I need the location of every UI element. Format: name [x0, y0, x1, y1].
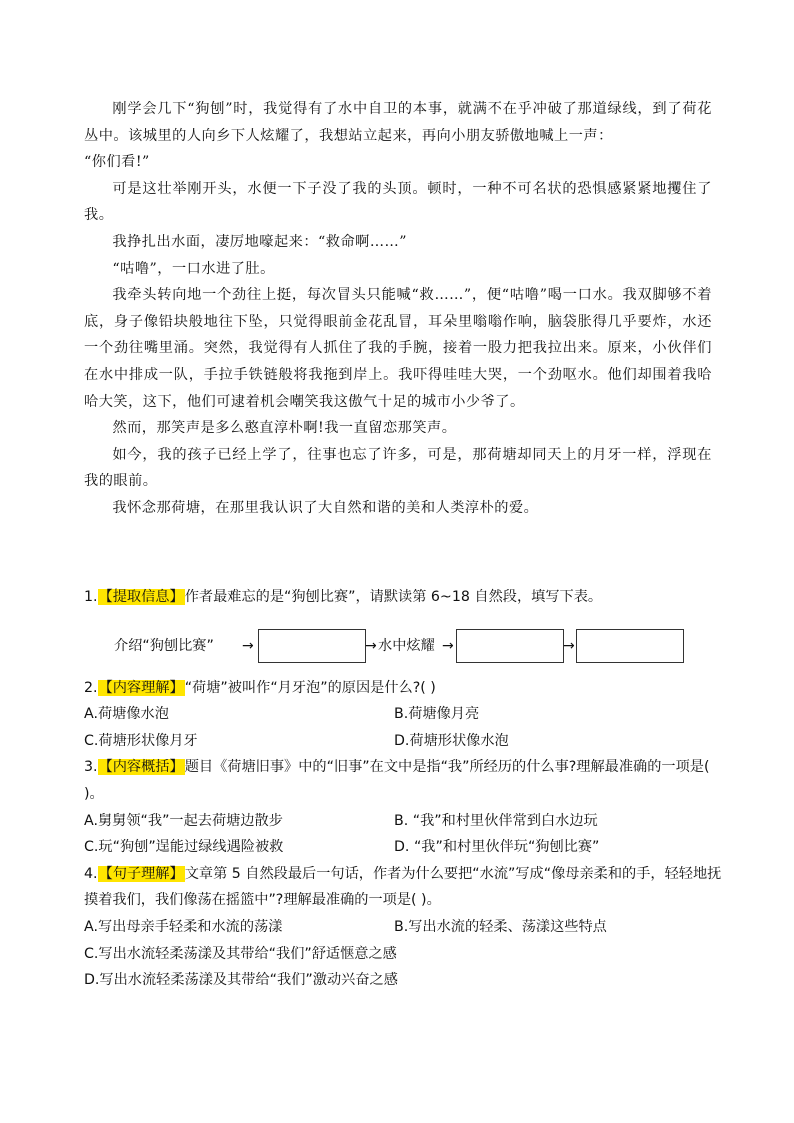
question-text: 作者最难忘的是“狗刨比赛”，请默读第 6~18 自然段，填写下表。 — [184, 589, 603, 605]
passage-paragraph: “咕噜”，一口水进了肚。 — [112, 260, 275, 277]
answer-box-3[interactable] — [576, 629, 684, 663]
option-d[interactable]: D.写出水流轻柔荡漾及其带给“我们”激动兴奋之感 — [84, 972, 398, 989]
options-q3 — [84, 808, 724, 861]
option-b[interactable]: B.写出水流的轻柔、荡漾这些特点 — [394, 918, 607, 935]
fill-in-flowchart — [84, 611, 724, 673]
flow-middle-label: 水中炫耀 — [378, 637, 435, 654]
passage-paragraph: 然而，那笑声是多么憨直淳朴啊!我一直留恋那笑声。 — [112, 420, 457, 437]
passage-paragraph: 我挣扎出水面，凄厉地嚎起来：“救命啊……” — [112, 233, 407, 250]
option-a[interactable]: A.荷塘像水泡 — [84, 706, 169, 723]
option-a[interactable]: A.舅舅领“我”一起去荷塘边散步 — [84, 812, 283, 829]
question-number: 1. — [84, 589, 98, 605]
question-tag: 【内容理解】 — [98, 679, 184, 696]
question-section — [84, 584, 724, 994]
question-number: 3. — [84, 759, 98, 776]
option-c[interactable]: C.写出水流轻柔荡漾及其带给“我们”舒适惬意之感 — [84, 945, 397, 962]
question-text: “荷塘”被叫作“月牙泡”的原因是什么?( ) — [184, 679, 436, 696]
question-2 — [84, 675, 724, 702]
flow-start-label: 介绍“狗刨比赛” — [114, 637, 214, 654]
options-q2 — [84, 701, 724, 754]
passage-paragraph: 我牵头转向地一个劲往上挺，每次冒头只能喊“救……”，便“咕噜”喝一口水。我双脚够不着底，身子像铅块般地往下坠，只觉得眼前金花乱冒，耳朵里嗡嗡作响，脑袋胀得几乎要炸，水还一个劲往嘴里涌。突然，我觉得有人抓住了我的手腕，接着一股力把我拉出来。原来，小伙伴们在水中排成一队，手拉手铁链般将我拖到岸上。我吓得哇哇大哭，一个劲呕水。他们却围着我哈哈大笑，这下，他们可逮着机会嘲笑我这傲气十足的城市小少爷了。 — [84, 287, 712, 410]
question-1 — [84, 584, 724, 611]
question-tag: 【句子理解】 — [98, 865, 184, 882]
passage-paragraph: 可是这壮举刚开头，水便一下子没了我的头顶。顿时，一种不可名状的恐惧感紧紧地攫住了我。 — [84, 180, 712, 224]
answer-box-1[interactable] — [258, 629, 366, 663]
question-tag: 【提取信息】 — [98, 589, 184, 605]
passage-paragraph: 刚学会几下“狗刨”时，我觉得有了水中自卫的本事，就满不在乎冲破了那道绿线，到了荷花丛中。该城里的人向乡下人炫耀了，我想站立起来，再向小朋友骄傲地喊上一声： — [84, 101, 712, 144]
arrow-icon: → — [365, 637, 377, 654]
option-c[interactable]: C.玩“狗刨”逞能过绿线遇险被救 — [84, 839, 284, 856]
option-d[interactable]: D. “我”和村里伙伴玩“狗刨比赛” — [394, 839, 600, 856]
question-4 — [84, 861, 724, 914]
question-text: 文章第 5 自然段最后一句话，作者为什么要把“水流”写成“像母亲柔和的手，轻轻地抚摸着我们，我们像荡在摇篮中”?理解最准确的一项是( )。 — [84, 865, 722, 909]
question-number: 4. — [84, 865, 98, 882]
option-b[interactable]: B. “我”和村里伙伴常到白水边玩 — [394, 812, 598, 829]
reading-passage — [84, 96, 712, 522]
option-c[interactable]: C.荷塘形状像月牙 — [84, 732, 198, 749]
options-q4 — [84, 914, 724, 994]
arrow-icon: → — [563, 637, 575, 654]
arrow-icon: → — [242, 637, 254, 654]
question-3 — [84, 754, 724, 807]
option-b[interactable]: B.荷塘像月亮 — [394, 706, 480, 723]
passage-paragraph: 我怀念那荷塘，在那里我认识了大自然和谐的美和人类淳朴的爱。 — [112, 499, 539, 516]
passage-paragraph: “你们看!” — [84, 154, 150, 171]
question-text: 题目《荷塘旧事》中的“旧事”在文中是指“我”所经历的什么事?理解最准确的一项是( )。 — [84, 759, 710, 802]
question-tag: 【内容概括】 — [98, 759, 184, 776]
arrow-icon: → — [442, 637, 454, 654]
option-d[interactable]: D.荷塘形状像水泡 — [394, 732, 509, 749]
option-a[interactable]: A.写出母亲手轻柔和水流的荡漾 — [84, 918, 283, 935]
question-number: 2. — [84, 679, 98, 696]
passage-paragraph: 如今，我的孩子已经上学了，往事也忘了许多，可是，那荷塘却同天上的月牙一样，浮现在我的眼前。 — [84, 446, 712, 490]
answer-box-2[interactable] — [456, 629, 564, 663]
